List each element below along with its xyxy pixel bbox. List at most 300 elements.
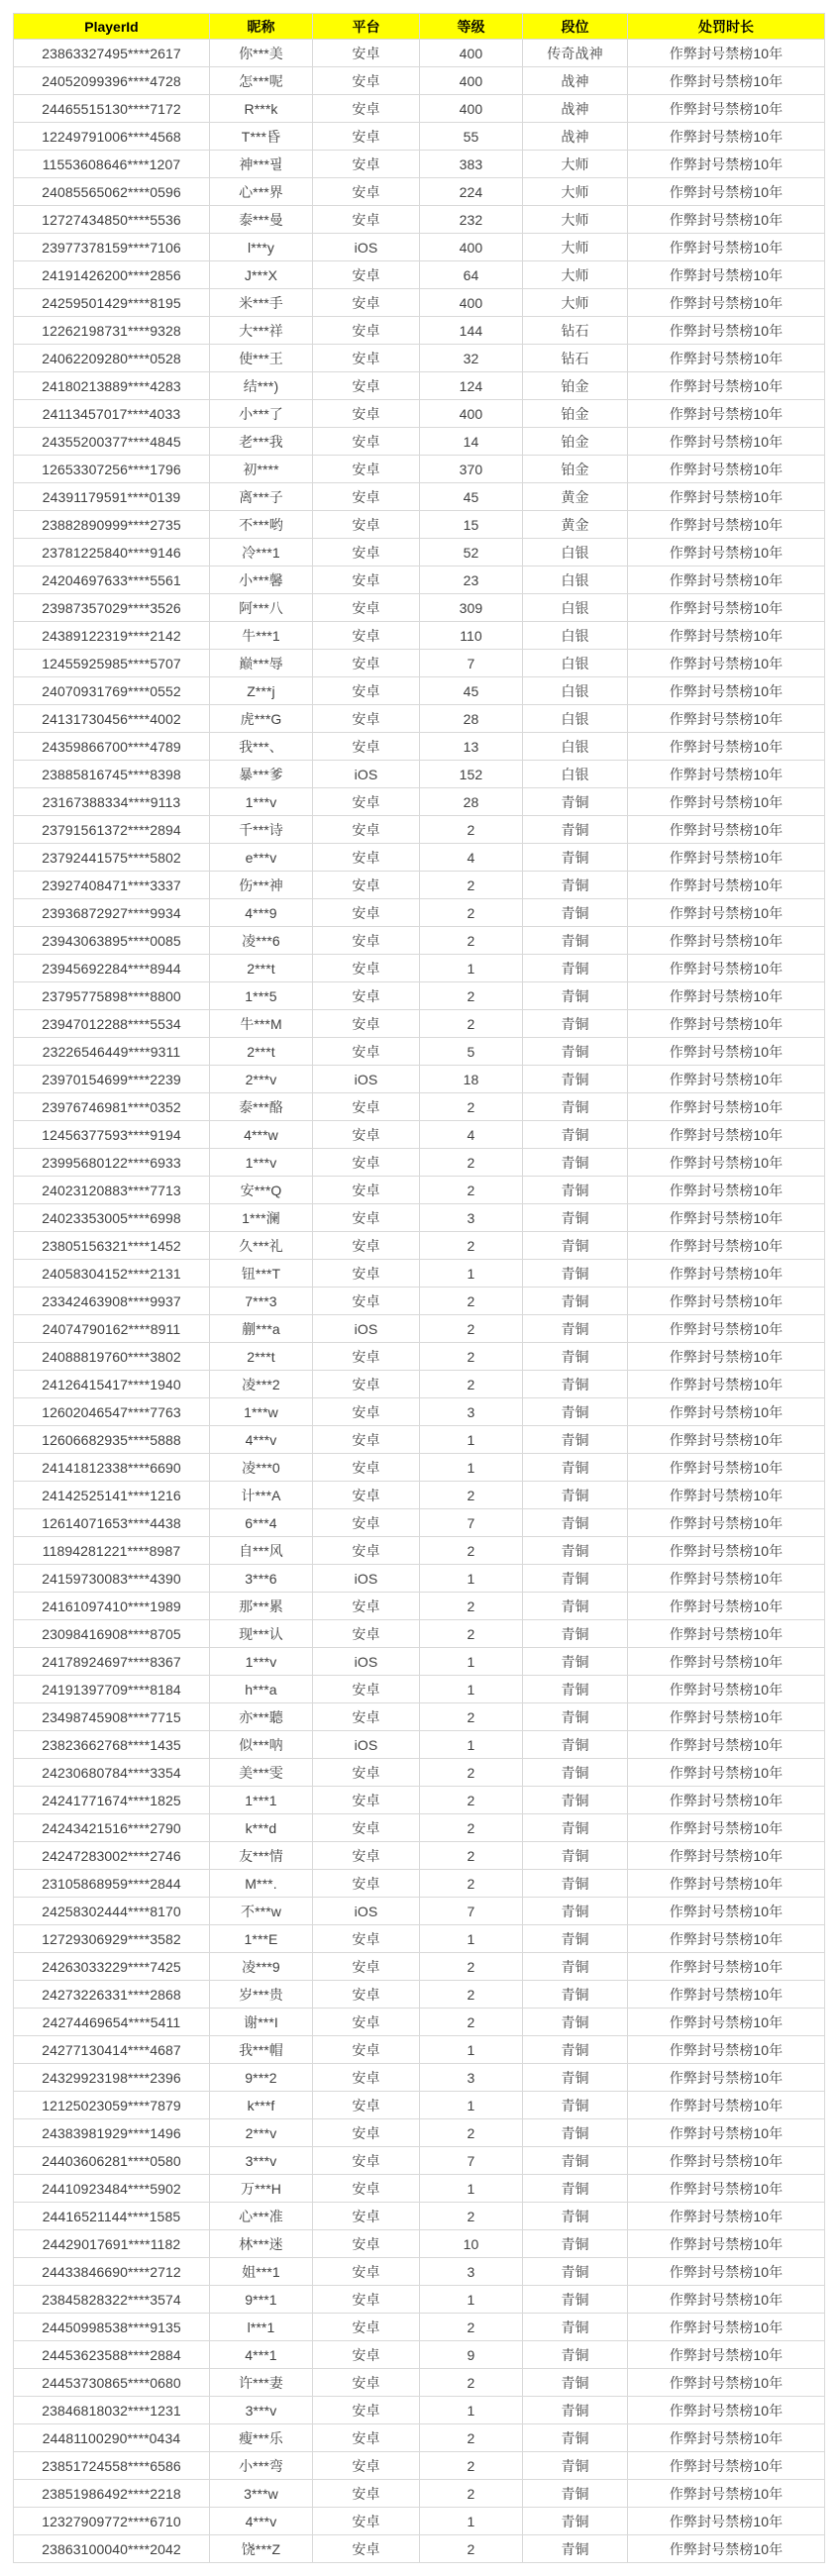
cell-playerid: 24355200377****4845 bbox=[14, 428, 210, 456]
cell-level: 3 bbox=[420, 1204, 523, 1232]
cell-penalty: 作弊封号禁榜10年 bbox=[628, 1232, 825, 1260]
cell-level: 2 bbox=[420, 2119, 523, 2147]
table-row bbox=[14, 2009, 825, 2036]
cell-platform: 安卓 bbox=[313, 1537, 420, 1565]
cell-platform: 安卓 bbox=[313, 2092, 420, 2119]
cell-penalty: 作弊封号禁榜10年 bbox=[628, 2286, 825, 2314]
cell-penalty: 作弊封号禁榜10年 bbox=[628, 151, 825, 178]
cell-nickname: 心***准 bbox=[210, 2203, 313, 2230]
table-header bbox=[14, 14, 825, 40]
cell-penalty: 作弊封号禁榜10年 bbox=[628, 1620, 825, 1648]
cell-rank: 青铜 bbox=[523, 2452, 628, 2480]
cell-level: 4 bbox=[420, 844, 523, 872]
cell-playerid: 24277130414****4687 bbox=[14, 2036, 210, 2064]
cell-platform: 安卓 bbox=[313, 123, 420, 151]
cell-penalty: 作弊封号禁榜10年 bbox=[628, 2369, 825, 2397]
cell-level: 3 bbox=[420, 1398, 523, 1426]
cell-rank: 青铜 bbox=[523, 2092, 628, 2119]
cell-platform: 安卓 bbox=[313, 1426, 420, 1454]
cell-level: 2 bbox=[420, 2535, 523, 2563]
table-row bbox=[14, 456, 825, 483]
cell-playerid: 24126415417****1940 bbox=[14, 1371, 210, 1398]
cell-level: 1 bbox=[420, 1426, 523, 1454]
table-row bbox=[14, 400, 825, 428]
table-row bbox=[14, 483, 825, 511]
cell-playerid: 24085565062****0596 bbox=[14, 178, 210, 206]
cell-nickname: 美***雯 bbox=[210, 1759, 313, 1787]
table-row bbox=[14, 1288, 825, 1315]
cell-platform: 安卓 bbox=[313, 1204, 420, 1232]
cell-nickname: 凌***9 bbox=[210, 1953, 313, 1981]
cell-nickname: 使***王 bbox=[210, 345, 313, 372]
cell-level: 23 bbox=[420, 567, 523, 594]
cell-rank: 青铜 bbox=[523, 844, 628, 872]
cell-level: 1 bbox=[420, 2175, 523, 2203]
cell-platform: 安卓 bbox=[313, 1038, 420, 1066]
cell-level: 2 bbox=[420, 872, 523, 899]
cell-penalty: 作弊封号禁榜10年 bbox=[628, 1343, 825, 1371]
cell-rank: 青铜 bbox=[523, 1260, 628, 1288]
cell-penalty: 作弊封号禁榜10年 bbox=[628, 1676, 825, 1703]
cell-rank: 青铜 bbox=[523, 2175, 628, 2203]
cell-playerid: 24191397709****8184 bbox=[14, 1676, 210, 1703]
cell-level: 2 bbox=[420, 1315, 523, 1343]
cell-level: 1 bbox=[420, 1648, 523, 1676]
table-row bbox=[14, 2147, 825, 2175]
cell-playerid: 24274469654****5411 bbox=[14, 2009, 210, 2036]
cell-penalty: 作弊封号禁榜10年 bbox=[628, 2092, 825, 2119]
cell-level: 309 bbox=[420, 594, 523, 622]
cell-penalty: 作弊封号禁榜10年 bbox=[628, 1509, 825, 1537]
cell-nickname: 1***v bbox=[210, 1149, 313, 1177]
cell-playerid: 24058304152****2131 bbox=[14, 1260, 210, 1288]
cell-playerid: 24410923484****5902 bbox=[14, 2175, 210, 2203]
cell-penalty: 作弊封号禁榜10年 bbox=[628, 872, 825, 899]
cell-rank: 青铜 bbox=[523, 1426, 628, 1454]
cell-rank: 青铜 bbox=[523, 2064, 628, 2092]
cell-nickname: 离***子 bbox=[210, 483, 313, 511]
cell-platform: 安卓 bbox=[313, 2397, 420, 2424]
cell-penalty: 作弊封号禁榜10年 bbox=[628, 345, 825, 372]
cell-rank: 青铜 bbox=[523, 1565, 628, 1593]
cell-nickname: 蒯***a bbox=[210, 1315, 313, 1343]
cell-platform: 安卓 bbox=[313, 872, 420, 899]
cell-platform: 安卓 bbox=[313, 982, 420, 1010]
cell-playerid: 12653307256****1796 bbox=[14, 456, 210, 483]
cell-rank: 青铜 bbox=[523, 1204, 628, 1232]
cell-rank: 大师 bbox=[523, 178, 628, 206]
cell-nickname: 1***v bbox=[210, 1648, 313, 1676]
cell-rank: 青铜 bbox=[523, 1038, 628, 1066]
cell-rank: 青铜 bbox=[523, 1731, 628, 1759]
cell-level: 7 bbox=[420, 1509, 523, 1537]
cell-rank: 青铜 bbox=[523, 2009, 628, 2036]
table-row bbox=[14, 1870, 825, 1898]
cell-penalty: 作弊封号禁榜10年 bbox=[628, 1204, 825, 1232]
cell-platform: 安卓 bbox=[313, 2508, 420, 2535]
cell-nickname: 9***2 bbox=[210, 2064, 313, 2092]
cell-level: 2 bbox=[420, 1010, 523, 1038]
cell-playerid: 24131730456****4002 bbox=[14, 705, 210, 733]
table-row bbox=[14, 1925, 825, 1953]
table-row bbox=[14, 1121, 825, 1149]
cell-nickname: 你***美 bbox=[210, 40, 313, 67]
cell-rank: 白银 bbox=[523, 733, 628, 761]
cell-penalty: 作弊封号禁榜10年 bbox=[628, 982, 825, 1010]
table-row bbox=[14, 622, 825, 650]
cell-playerid: 24178924697****8367 bbox=[14, 1648, 210, 1676]
cell-platform: 安卓 bbox=[313, 1981, 420, 2009]
cell-penalty: 作弊封号禁榜10年 bbox=[628, 456, 825, 483]
cell-level: 370 bbox=[420, 456, 523, 483]
table-row bbox=[14, 1371, 825, 1398]
cell-playerid: 23977378159****7106 bbox=[14, 234, 210, 261]
table-row bbox=[14, 705, 825, 733]
table-row bbox=[14, 1981, 825, 2009]
cell-rank: 青铜 bbox=[523, 1288, 628, 1315]
table-row bbox=[14, 2480, 825, 2508]
cell-playerid: 24481100290****0434 bbox=[14, 2424, 210, 2452]
table-row bbox=[14, 2508, 825, 2535]
cell-nickname: 现***认 bbox=[210, 1620, 313, 1648]
cell-level: 2 bbox=[420, 2369, 523, 2397]
cell-penalty: 作弊封号禁榜10年 bbox=[628, 1371, 825, 1398]
cell-platform: 安卓 bbox=[313, 206, 420, 234]
cell-penalty: 作弊封号禁榜10年 bbox=[628, 2203, 825, 2230]
cell-penalty: 作弊封号禁榜10年 bbox=[628, 2230, 825, 2258]
cell-platform: 安卓 bbox=[313, 1398, 420, 1426]
cell-penalty: 作弊封号禁榜10年 bbox=[628, 428, 825, 456]
cell-penalty: 作弊封号禁榜10年 bbox=[628, 1093, 825, 1121]
cell-platform: 安卓 bbox=[313, 2314, 420, 2341]
table-row bbox=[14, 2092, 825, 2119]
table-row bbox=[14, 345, 825, 372]
cell-nickname: 不***哟 bbox=[210, 511, 313, 539]
cell-platform: iOS bbox=[313, 1731, 420, 1759]
cell-rank: 青铜 bbox=[523, 1676, 628, 1703]
cell-rank: 青铜 bbox=[523, 816, 628, 844]
table-row bbox=[14, 1731, 825, 1759]
cell-platform: 安卓 bbox=[313, 2480, 420, 2508]
cell-playerid: 23791561372****2894 bbox=[14, 816, 210, 844]
cell-rank: 铂金 bbox=[523, 428, 628, 456]
cell-level: 5 bbox=[420, 1038, 523, 1066]
cell-playerid: 23987357029****3526 bbox=[14, 594, 210, 622]
cell-penalty: 作弊封号禁榜10年 bbox=[628, 511, 825, 539]
cell-nickname: 4***1 bbox=[210, 2341, 313, 2369]
cell-platform: 安卓 bbox=[313, 1232, 420, 1260]
cell-platform: 安卓 bbox=[313, 511, 420, 539]
cell-level: 383 bbox=[420, 151, 523, 178]
cell-level: 2 bbox=[420, 2203, 523, 2230]
cell-platform: 安卓 bbox=[313, 733, 420, 761]
cell-rank: 大师 bbox=[523, 261, 628, 289]
cell-level: 2 bbox=[420, 2009, 523, 2036]
cell-playerid: 24258302444****8170 bbox=[14, 1898, 210, 1925]
cell-rank: 白银 bbox=[523, 705, 628, 733]
table-row bbox=[14, 2424, 825, 2452]
cell-rank: 青铜 bbox=[523, 1648, 628, 1676]
cell-playerid: 24247283002****2746 bbox=[14, 1842, 210, 1870]
cell-penalty: 作弊封号禁榜10年 bbox=[628, 1842, 825, 1870]
cell-rank: 铂金 bbox=[523, 456, 628, 483]
cell-rank: 青铜 bbox=[523, 1981, 628, 2009]
cell-nickname: 心***界 bbox=[210, 178, 313, 206]
cell-playerid: 24141812338****6690 bbox=[14, 1454, 210, 1482]
cell-nickname: 林***迷 bbox=[210, 2230, 313, 2258]
cheater-ban-table bbox=[13, 13, 825, 2563]
cell-nickname: 许***妻 bbox=[210, 2369, 313, 2397]
cell-penalty: 作弊封号禁榜10年 bbox=[628, 1537, 825, 1565]
cell-playerid: 12729306929****3582 bbox=[14, 1925, 210, 1953]
cell-rank: 青铜 bbox=[523, 1870, 628, 1898]
cell-rank: 青铜 bbox=[523, 1898, 628, 1925]
cell-nickname: 2***t bbox=[210, 955, 313, 982]
cell-rank: 青铜 bbox=[523, 2119, 628, 2147]
cell-playerid: 24465515130****7172 bbox=[14, 95, 210, 123]
header-cell-rank: 段位 bbox=[523, 14, 628, 40]
cell-nickname: k***d bbox=[210, 1814, 313, 1842]
cell-playerid: 23795775898****8800 bbox=[14, 982, 210, 1010]
table-row bbox=[14, 2286, 825, 2314]
cell-platform: 安卓 bbox=[313, 567, 420, 594]
cell-penalty: 作弊封号禁榜10年 bbox=[628, 1177, 825, 1204]
cell-playerid: 24329923198****2396 bbox=[14, 2064, 210, 2092]
cell-platform: 安卓 bbox=[313, 151, 420, 178]
cell-rank: 青铜 bbox=[523, 2258, 628, 2286]
cell-nickname: M***. bbox=[210, 1870, 313, 1898]
cell-penalty: 作弊封号禁榜10年 bbox=[628, 2036, 825, 2064]
cell-playerid: 23936872927****9934 bbox=[14, 899, 210, 927]
cell-playerid: 12455925985****5707 bbox=[14, 650, 210, 677]
table-row bbox=[14, 844, 825, 872]
cell-playerid: 23976746981****0352 bbox=[14, 1093, 210, 1121]
cell-rank: 青铜 bbox=[523, 1315, 628, 1343]
cell-rank: 白银 bbox=[523, 539, 628, 567]
cell-level: 1 bbox=[420, 1676, 523, 1703]
cell-playerid: 23882890999****2735 bbox=[14, 511, 210, 539]
cell-level: 2 bbox=[420, 1232, 523, 1260]
cell-nickname: k***f bbox=[210, 2092, 313, 2119]
cell-nickname: 神***필 bbox=[210, 151, 313, 178]
table-row bbox=[14, 261, 825, 289]
cell-level: 400 bbox=[420, 95, 523, 123]
cell-platform: 安卓 bbox=[313, 1814, 420, 1842]
cell-penalty: 作弊封号禁榜10年 bbox=[628, 2341, 825, 2369]
cell-rank: 青铜 bbox=[523, 927, 628, 955]
cell-level: 2 bbox=[420, 816, 523, 844]
table-row bbox=[14, 2258, 825, 2286]
table-row bbox=[14, 982, 825, 1010]
cell-nickname: 姐***1 bbox=[210, 2258, 313, 2286]
cell-playerid: 23823662768****1435 bbox=[14, 1731, 210, 1759]
cell-platform: 安卓 bbox=[313, 705, 420, 733]
table-row bbox=[14, 1343, 825, 1371]
cell-nickname: 2***v bbox=[210, 2119, 313, 2147]
cell-platform: 安卓 bbox=[313, 1288, 420, 1315]
cell-rank: 青铜 bbox=[523, 2203, 628, 2230]
cell-playerid: 12249791006****4568 bbox=[14, 123, 210, 151]
cell-rank: 青铜 bbox=[523, 1620, 628, 1648]
cell-level: 1 bbox=[420, 2508, 523, 2535]
cell-playerid: 23846818032****1231 bbox=[14, 2397, 210, 2424]
cell-playerid: 12456377593****9194 bbox=[14, 1121, 210, 1149]
cell-penalty: 作弊封号禁榜10年 bbox=[628, 1925, 825, 1953]
cell-platform: 安卓 bbox=[313, 1870, 420, 1898]
cell-playerid: 23995680122****6933 bbox=[14, 1149, 210, 1177]
table-row bbox=[14, 1454, 825, 1482]
cell-playerid: 24391179591****0139 bbox=[14, 483, 210, 511]
cell-nickname: 3***6 bbox=[210, 1565, 313, 1593]
cell-nickname: 安***Q bbox=[210, 1177, 313, 1204]
cell-rank: 白银 bbox=[523, 622, 628, 650]
cell-playerid: 23105868959****2844 bbox=[14, 1870, 210, 1898]
cell-rank: 青铜 bbox=[523, 2369, 628, 2397]
cell-nickname: l***y bbox=[210, 234, 313, 261]
cell-platform: 安卓 bbox=[313, 345, 420, 372]
cell-level: 13 bbox=[420, 733, 523, 761]
cell-playerid: 12614071653****4438 bbox=[14, 1509, 210, 1537]
table-row bbox=[14, 2175, 825, 2203]
cell-penalty: 作弊封号禁榜10年 bbox=[628, 95, 825, 123]
table-row bbox=[14, 2064, 825, 2092]
cell-rank: 青铜 bbox=[523, 2508, 628, 2535]
cell-platform: iOS bbox=[313, 1648, 420, 1676]
cell-rank: 青铜 bbox=[523, 2480, 628, 2508]
cell-rank: 战神 bbox=[523, 123, 628, 151]
table-row bbox=[14, 1537, 825, 1565]
cell-nickname: 2***t bbox=[210, 1343, 313, 1371]
cell-nickname: 似***呐 bbox=[210, 1731, 313, 1759]
cell-penalty: 作弊封号禁榜10年 bbox=[628, 2175, 825, 2203]
cell-nickname: T***昏 bbox=[210, 123, 313, 151]
cell-platform: 安卓 bbox=[313, 1121, 420, 1149]
table-row bbox=[14, 899, 825, 927]
cell-platform: 安卓 bbox=[313, 1842, 420, 1870]
cell-rank: 青铜 bbox=[523, 1010, 628, 1038]
cell-level: 110 bbox=[420, 622, 523, 650]
table-row bbox=[14, 1232, 825, 1260]
cell-rank: 青铜 bbox=[523, 1343, 628, 1371]
cell-level: 2 bbox=[420, 1981, 523, 2009]
cell-playerid: 24204697633****5561 bbox=[14, 567, 210, 594]
cell-rank: 大师 bbox=[523, 151, 628, 178]
cell-platform: 安卓 bbox=[313, 1953, 420, 1981]
cell-penalty: 作弊封号禁榜10年 bbox=[628, 2508, 825, 2535]
header-row bbox=[14, 14, 825, 40]
cell-level: 1 bbox=[420, 2092, 523, 2119]
cell-platform: 安卓 bbox=[313, 40, 420, 67]
cell-playerid: 23970154699****2239 bbox=[14, 1066, 210, 1093]
cell-playerid: 24159730083****4390 bbox=[14, 1565, 210, 1593]
table-row bbox=[14, 1093, 825, 1121]
cell-level: 1 bbox=[420, 1454, 523, 1482]
cell-penalty: 作弊封号禁榜10年 bbox=[628, 927, 825, 955]
cell-penalty: 作弊封号禁榜10年 bbox=[628, 1731, 825, 1759]
table-row bbox=[14, 594, 825, 622]
cell-penalty: 作弊封号禁榜10年 bbox=[628, 1898, 825, 1925]
cell-platform: 安卓 bbox=[313, 1925, 420, 1953]
cell-level: 1 bbox=[420, 1925, 523, 1953]
cell-penalty: 作弊封号禁榜10年 bbox=[628, 650, 825, 677]
cell-rank: 青铜 bbox=[523, 1925, 628, 1953]
table-row bbox=[14, 1759, 825, 1787]
cell-nickname: 凌***2 bbox=[210, 1371, 313, 1398]
cell-level: 2 bbox=[420, 1842, 523, 1870]
table-row bbox=[14, 1398, 825, 1426]
table-row bbox=[14, 40, 825, 67]
cell-platform: 安卓 bbox=[313, 1759, 420, 1787]
cell-level: 64 bbox=[420, 261, 523, 289]
cell-penalty: 作弊封号禁榜10年 bbox=[628, 622, 825, 650]
cell-level: 7 bbox=[420, 1898, 523, 1925]
cell-rank: 青铜 bbox=[523, 2286, 628, 2314]
cell-penalty: 作弊封号禁榜10年 bbox=[628, 594, 825, 622]
table-row bbox=[14, 677, 825, 705]
cell-level: 2 bbox=[420, 982, 523, 1010]
table-row bbox=[14, 1066, 825, 1093]
cell-platform: 安卓 bbox=[313, 2175, 420, 2203]
cell-rank: 白银 bbox=[523, 677, 628, 705]
cell-rank: 青铜 bbox=[523, 2314, 628, 2341]
table-row bbox=[14, 1703, 825, 1731]
cell-penalty: 作弊封号禁榜10年 bbox=[628, 1260, 825, 1288]
cell-playerid: 24191426200****2856 bbox=[14, 261, 210, 289]
cell-rank: 青铜 bbox=[523, 2230, 628, 2258]
cell-playerid: 24403606281****0580 bbox=[14, 2147, 210, 2175]
cell-rank: 青铜 bbox=[523, 2341, 628, 2369]
table-row bbox=[14, 1953, 825, 1981]
cell-level: 4 bbox=[420, 1121, 523, 1149]
cell-rank: 青铜 bbox=[523, 788, 628, 816]
cell-nickname: 谢***I bbox=[210, 2009, 313, 2036]
cell-level: 2 bbox=[420, 1537, 523, 1565]
cell-level: 28 bbox=[420, 705, 523, 733]
cell-nickname: 小***馨 bbox=[210, 567, 313, 594]
cell-nickname: l***1 bbox=[210, 2314, 313, 2341]
table-row bbox=[14, 1814, 825, 1842]
cell-level: 2 bbox=[420, 927, 523, 955]
cell-nickname: 6***4 bbox=[210, 1509, 313, 1537]
cell-rank: 青铜 bbox=[523, 872, 628, 899]
cell-platform: 安卓 bbox=[313, 2369, 420, 2397]
table-row bbox=[14, 1898, 825, 1925]
cell-nickname: 万***H bbox=[210, 2175, 313, 2203]
cell-playerid: 24453730865****0680 bbox=[14, 2369, 210, 2397]
cell-playerid: 11894281221****8987 bbox=[14, 1537, 210, 1565]
cell-nickname: 1***1 bbox=[210, 1787, 313, 1814]
cell-penalty: 作弊封号禁榜10年 bbox=[628, 1038, 825, 1066]
cell-level: 2 bbox=[420, 2480, 523, 2508]
table-row bbox=[14, 1315, 825, 1343]
cell-level: 18 bbox=[420, 1066, 523, 1093]
cell-playerid: 23342463908****9937 bbox=[14, 1288, 210, 1315]
cell-rank: 钻石 bbox=[523, 345, 628, 372]
cell-rank: 青铜 bbox=[523, 1593, 628, 1620]
cell-level: 152 bbox=[420, 761, 523, 788]
cell-rank: 青铜 bbox=[523, 1398, 628, 1426]
cell-platform: 安卓 bbox=[313, 2119, 420, 2147]
cell-playerid: 24023120883****7713 bbox=[14, 1177, 210, 1204]
cell-level: 1 bbox=[420, 1260, 523, 1288]
cell-playerid: 24359866700****4789 bbox=[14, 733, 210, 761]
cell-playerid: 24263033229****7425 bbox=[14, 1953, 210, 1981]
cell-nickname: 4***v bbox=[210, 2508, 313, 2535]
cell-nickname: 泰***曼 bbox=[210, 206, 313, 234]
cell-playerid: 24070931769****0552 bbox=[14, 677, 210, 705]
cell-rank: 青铜 bbox=[523, 899, 628, 927]
cell-nickname: 小***弯 bbox=[210, 2452, 313, 2480]
